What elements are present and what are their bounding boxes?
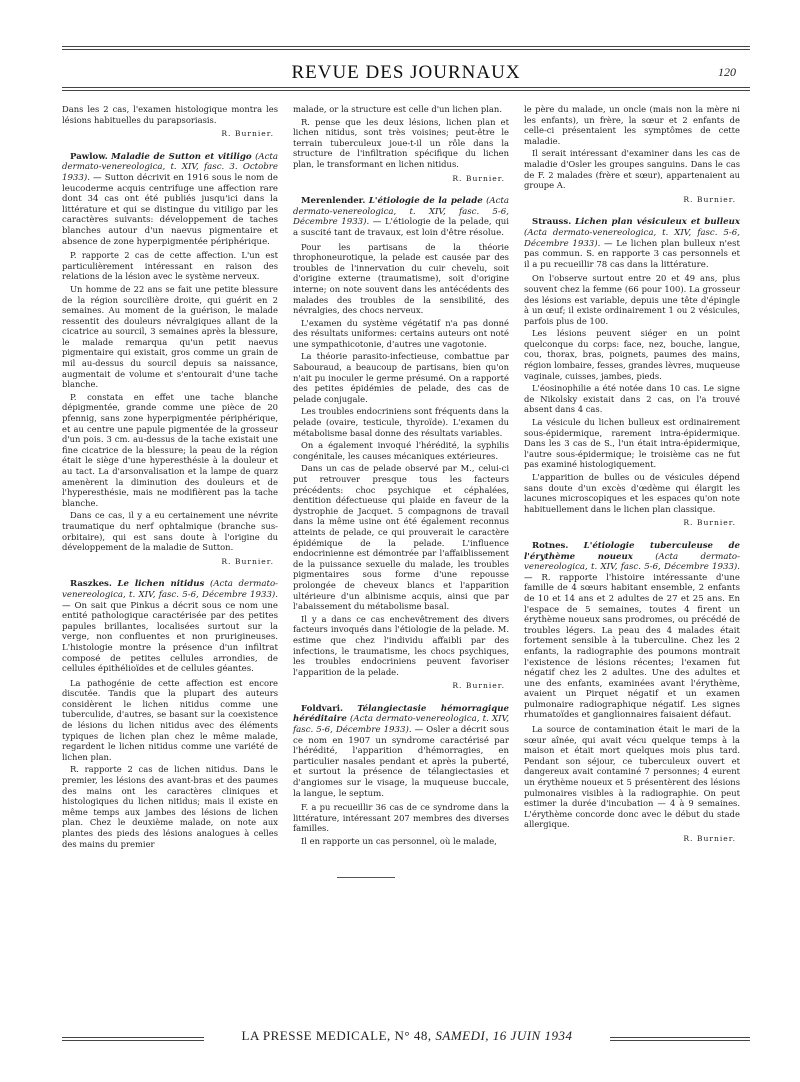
paragraph: Dans les 2 cas, l'examen histologique montra les lésions habituelles du parapsoriasis.	[62, 104, 278, 125]
paragraph: L'examen du système végétatif n'a pas donné des résultats uniformes: certains auteurs ont noté une sympathicotonie, d'autres une vagotonie.	[293, 317, 509, 349]
signature: R. Burnier.	[221, 129, 274, 139]
signature: R. Burnier.	[683, 194, 736, 204]
paragraph: Sutton décrivit en 1916 sous le nom de leucoderme acquis centrifuge une affection rare dont 34 cas ont été publiés jusqu'ici dans la littérature et qui se distingue du vitiligo par les caractères suivants: développement de taches blanches autour d'un naevus pigmentaire et absence de zone hyperpigmentée périphérique.	[62, 172, 278, 247]
article-author: Merenlender.	[301, 196, 366, 207]
article-heading	[293, 196, 509, 238]
signature: R. Burnier.	[683, 834, 736, 843]
column-1	[62, 104, 278, 851]
footer-rule-left	[62, 1037, 204, 1038]
header-rule-top-2	[62, 49, 750, 50]
article-title: L'étiologie de la pelade	[368, 196, 483, 207]
header-rule-bottom-2	[62, 90, 750, 91]
paragraph: Les troubles endocriniens sont fréquents dans la pelade (ovaire, testicule, thyroïde). L'examen du métabolisme basal donne des résultats variables.	[293, 406, 509, 438]
paragraph: La vésicule du lichen bulleux est ordinairement sous-épidermique, rarement intra-épidermique. Dans les 3 cas de S., l'un était intra-épidermique, l'autre sous-épidermique; le troisième cas ne fut pas examiné histologiquement.	[524, 417, 740, 470]
paragraph: La pathogénie de cette affection est encore discutée. Tandis que la plupart des auteurs considèrent le lichen nitidus comme une tuberculide, d'autres, se basant sur la coexistence de lésions du lichen nitidus avec des éléments typiques de lichen plan chez le même malade, regardent le lichen nitidus comme une variété de lichen plan.	[62, 677, 278, 762]
page-footer	[62, 1028, 750, 1048]
journal-title: REVUE DES JOURNAUX	[291, 62, 521, 83]
paragraph: On sait que Pinkus a décrit sous ce nom une entité pathologique caractérisée par des petites papules brillantes, localisées surtout sur la verge, non confluentes et non prurigineuses. L'histologie montre la présence d'un infiltrat composé de petites cellules arrondies, de cellules épithélioïdes et de cellules géantes.	[62, 600, 279, 675]
signature: R. Burnier.	[452, 681, 505, 691]
article-source: (Acta dermato-venereologica, t. XIV, fasc. 3. Octobre 1933). —	[62, 151, 279, 183]
page-number: 120	[718, 65, 736, 79]
footer-journal: LA PRESSE MEDICALE,	[241, 1028, 391, 1043]
footer-rule-right	[610, 1037, 750, 1038]
footer-text	[212, 1028, 602, 1044]
paragraph: On l'observe surtout entre 20 et 49 ans, plus souvent chez la femme (66 pour 100). La grosseur des lésions est variable, depuis une tête d'épingle à un œuf; il existe ordinairement 1 ou 2 vésicules, parfois plus de 100.	[524, 273, 740, 326]
signature: R. Burnier.	[452, 173, 505, 183]
column-3	[524, 104, 740, 851]
paragraph: R. rapporte l'histoire intéressante d'une famille de 4 sœurs habitant ensemble, 2 enfants de 10 et 14 ans et 2 adultes de 27 et 25 ans. En l'espace de 5 semaines, toutes 4 firent un érythème noueux sans prodromes, ou précédé de troubles légers. La peau des 4 malades était fortement sensible à la tuberculine. Chez les 2 enfants, la radiographie des poumons montrait l'existence de lésions récentes; l'examen fut négatif chez les 2 adultes. Une des adultes et une des enfants, examinées avant l'érythème, avaient un Pirquet négatif et un examen pulmonaire radiographique négatif. Les signes rhumatoïdes et ganglionnaires faisaient défaut.	[524, 572, 740, 721]
paragraph: L'étiologie de la pelade, qui a suscité tant de travaux, est loin d'être résolue.	[293, 217, 509, 238]
article-source: (Acta dermato-venereologica, t. XIV, fasc. 5-6, Décembre 1933). —	[524, 227, 740, 249]
paragraph: R. rapporte 2 cas de lichen nitidus. Dans le premier, les lésions des avant-bras et des paumes des mains ont les caractères cliniques et histologiques du lichen nitidus; mais il existe en même temps aux jambes des lésions de lichen plan. Chez le deuxième malade, on note aux plantes des pieds des lésions analogues à celles des mains du premier	[62, 764, 278, 849]
paragraph: F. a pu recueillir 36 cas de ce syndrome dans la littérature, intéressant 207 membres des diverses familles.	[293, 802, 509, 834]
paragraph: Osler a décrit sous ce nom en 1907 un syndrome caractérisé par l'hérédité, l'apparition d'hémorragies, en particulier nasales pendant et après la puberté, et surtout la présence de télangiectasies et d'angiomes sur le visage, la muqueuse buccale, la langue, le septum.	[293, 725, 509, 799]
page-header	[62, 62, 750, 84]
paragraph: le père du malade, un oncle (mais non la mère ni les enfants), un frère, la sœur et 2 enfants de celle-ci présentaient les symptômes de cette maladie.	[524, 104, 740, 146]
paragraph: Les lésions peuvent siéger en un point quelconque du corps: face, nez, bouche, langue, cou, thorax, bras, poignets, paumes des mains, région lombaire, fesses, grandes lèvres, muqueuse vaginale, cuisses, jambes, pieds.	[524, 328, 740, 381]
footer-date: SAMEDI, 16 JUIN 1934	[435, 1028, 573, 1043]
article-source: (Acta dermato-venereologica, t. XIV, fasc. 5-6, Décembre 1933). —	[62, 579, 279, 611]
paragraph: Pour les partisans de la théorie throphoneurotique, la pelade est causée par des troubles de l'innervation du cuir chevelu, soit d'origine externe (traumatisme), soit d'origine interne; on note souvent dans les antécédents des malades des troubles de la sensibilité, des névralgies, des chocs nerveux.	[293, 241, 509, 316]
article-author: Raszkes.	[70, 579, 112, 590]
paragraph: La source de contamination était le mari de la sœur aînée, qui avait vécu quelque temps à la maison et était mort quelques mois plus tard. Pendant son séjour, ce tuberculeux ouvert et dangereux avait contaminé 7 personnes; 4 eurent un érythème noueux et 5 présentèrent des lésions pulmonaires visibles à la radiographie. On peut estimer la durée d'incubation — 4 à 9 semaines. L'érythème concorde donc avec le début du stade allergique.	[524, 724, 740, 830]
paragraph: Il en rapporte un cas personnel, où le malade,	[301, 836, 497, 846]
article-title: Lichen plan vésiculeux et bulleux	[575, 217, 740, 228]
article-author: Rotnes.	[532, 540, 569, 551]
paragraph: L'apparition de bulles ou de vésicules dépend sans doute d'un excès d'œdème qui élargit les lacunes microscopiques et les espaces qu'on note habituellement dans le lichen plan classique.	[524, 472, 740, 514]
article-source: (Acta dermato-venereologica, t. XIV, fasc. 5-6, Décembre 1933). —	[293, 196, 510, 228]
article-heading	[62, 152, 278, 247]
article-title: Télangiectasie hémorragique héréditaire	[293, 703, 509, 725]
article-heading	[293, 704, 509, 799]
paragraph: P. constata en effet une tache blanche dépigmentée, grande comme une pièce de 20 pfennig, sans zone hyperpigmentée périphérique, et au centre une papule pigmentée de la grosseur d'un pois. 3 cm. au-dessus de la tache existait une fine cicatrice de la blessure; la peau de la région était le siège d'une hyperesthésie à la douleur et au tact. La d'arsonvalisation et la lampe de quarz amenèrent la diminution des douleurs et de l'hyperesthésie, mais ne modifièrent pas la tache blanche.	[62, 391, 278, 508]
article-title: Le lichen nitidus	[117, 579, 205, 590]
paragraph: Dans ce cas, il y a eu certainement une névrite traumatique du nerf ophtalmique (branche sus-orbitaire), qui est sans doute à l'origine du développement de la maladie de Sutton.	[62, 510, 278, 553]
paragraph: On a également invoqué l'hérédité, la syphilis congénitale, les causes mécaniques extérieures.	[293, 440, 509, 461]
paragraph: malade, or la structure est celle d'un lichen plan.	[293, 104, 502, 114]
paragraph: P. rapporte 2 cas de cette affection. L'un est particulièrement intéressant en raison des relations de la lésion avec le système nerveux.	[62, 250, 278, 282]
article-heading	[62, 579, 278, 674]
paragraph: R. pense que les deux lésions, lichen plan et lichen nitidus, sont très voisines; peut-être le terrain tuberculeux joue-t-il un rôle dans la structure de l'infiltration spécifique du lichen plan, le transformant en lichen nitidus.	[293, 116, 509, 169]
header-rule-bottom	[62, 87, 750, 88]
paragraph: Le lichen plan bulleux n'est pas commun. S. en rapporte 3 cas personnels et il a pu recueillir 78 cas dans la littérature.	[524, 238, 740, 270]
paragraph: Un homme de 22 ans se fait une petite blessure de la région sourcilière droite, qui guérit en 2 semaines. Au moment de la guérison, le malade ressentit des douleurs névralgiques allant de la cicatrice au sourcil, 3 semaines après la blessure, le malade remarqua qu'un petit naevus pigmentaire qui existait, gros comme un grain de mil au-dessus du sourcil depuis sa naissance, augmentait de volume et s'entourait d'une tache blanche.	[62, 283, 278, 390]
article-heading	[524, 541, 740, 721]
section-divider	[337, 877, 395, 878]
paragraph: Il serait intéressant d'examiner dans les cas de maladie d'Osler les groupes sanguins. Dans le cas de F. 2 malades (frère et sœur), appartenaient au groupe A.	[524, 148, 740, 191]
column-2	[293, 104, 509, 849]
header-rule-top	[62, 46, 750, 47]
paragraph: La théorie parasito-infectieuse, combattue par Sabouraud, a beaucoup de partisans, bien qu'on n'ait pu inoculer le germe présumé. On a rapporté des petites épidémies de pelade, des cas de pelade conjugale.	[293, 351, 509, 404]
article-source: (Acta dermato-venereologica, t. XIV, fasc. 5-6, Décembre 1933). —	[524, 551, 740, 583]
article-heading	[524, 217, 740, 270]
article-title: L'étiologie tuberculeuse de l'érythème noueux	[524, 540, 741, 562]
footer-issue: N° 48,	[394, 1028, 432, 1043]
paragraph: Dans un cas de pelade observé par M., celui-ci put retrouver presque tous les facteurs précédents: choc psychique et céphalées, dentition défectueuse qui plaide en faveur de la dystrophie de Jacquet. 5 compagnons de travail dans la même usine ont été également reconnus atteints de pelade, ce qui prouverait le caractère épidémique de la pelade. L'influence endocrinienne est démontrée par l'affaiblissement de la puissance sexuelle du malade, les troubles pigmentaires sous forme d'une repousse prolongée de cheveux blancs et l'apparition ultérieure d'un albinisme acquis, ainsi que par l'abaissement du métabolisme basal.	[293, 463, 509, 612]
signature: R. Burnier.	[683, 518, 736, 528]
paragraph: L'éosinophilie a été notée dans 10 cas. Le signe de Nikolsky existait dans 2 cas, on l'a trouvé absent dans 4 cas.	[524, 383, 740, 415]
article-author: Foldvari.	[301, 703, 343, 714]
article-author: Pawlow.	[70, 151, 108, 162]
article-title: Maladie de Sutton et vitiligo	[111, 151, 252, 162]
paragraph: Il y a dans ce cas enchevêtrement des divers facteurs invoqués dans l'étiologie de la pelade. M. estime que chez l'individu affaibli par des infections, le traumatisme, les chocs psychiques, les troubles endocriniens peuvent favoriser l'apparition de la pelade.	[293, 613, 509, 677]
signature: R. Burnier.	[221, 556, 274, 566]
article-source: (Acta dermato-venereologica, t. XIV, fasc. 5-6, Décembre 1933). —	[293, 714, 510, 736]
article-author: Strauss.	[532, 217, 572, 228]
